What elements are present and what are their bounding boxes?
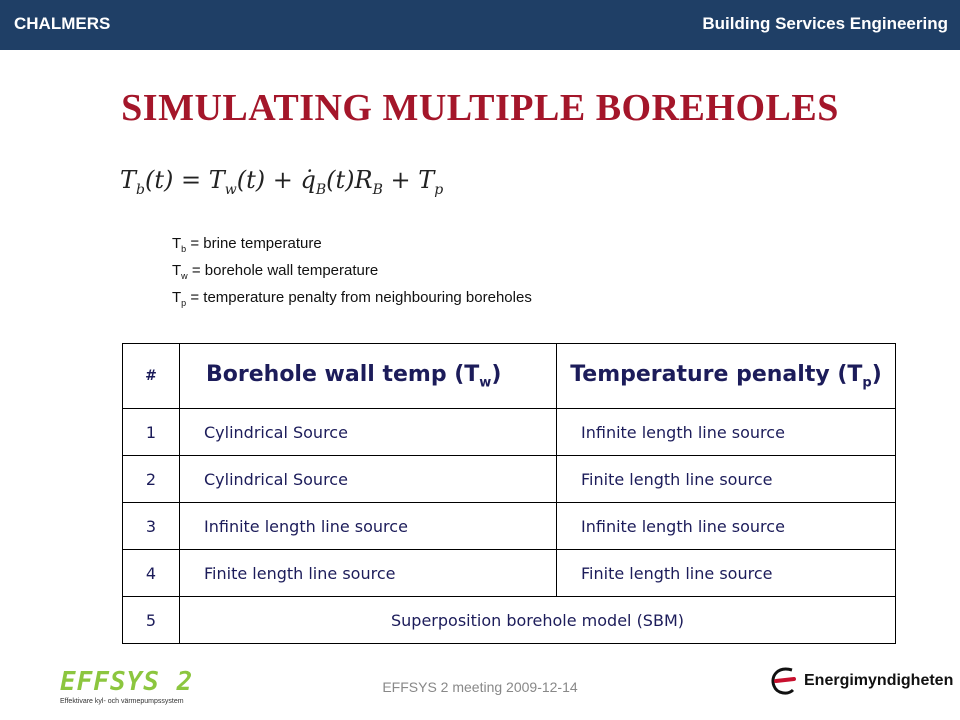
row-num: 3	[123, 503, 180, 550]
slide-title: SIMULATING MULTIPLE BOREHOLES	[121, 87, 839, 129]
department-label: Building Services Engineering	[702, 14, 948, 33]
definition-item: $T_b$ = brine temperature	[172, 235, 322, 254]
table-header-row	[123, 344, 896, 409]
definition-item: $T_p$ = temperature penalty from neighbouring boreholes	[172, 289, 532, 308]
row-wall-temp: Cylindrical Source	[180, 456, 557, 503]
row-wall-temp: Infinite length line source	[180, 503, 557, 550]
equation: $T_b(t) = T_w(t)$ + $q̇_B(t)R_B + T_p$	[120, 166, 444, 198]
definitions-list	[172, 233, 532, 314]
header-num: #	[123, 344, 180, 409]
row-num: 2	[123, 456, 180, 503]
row-num: 5	[123, 597, 180, 644]
row-penalty: Finite length line source	[557, 550, 896, 597]
org-label: CHALMERS	[14, 14, 111, 33]
row-num: 4	[123, 550, 180, 597]
table-row	[123, 409, 896, 456]
energimyndigheten-mark-icon	[768, 664, 798, 698]
row-penalty: Infinite length line source	[557, 503, 896, 550]
row-merged: Superposition borehole model (SBM)	[180, 597, 896, 644]
footer-meeting: EFFSYS 2 meeting 2009-12-14	[382, 679, 578, 695]
row-wall-temp: Cylindrical Source	[180, 409, 557, 456]
energimyndigheten-logo-text: Energimyndigheten	[804, 672, 954, 689]
borehole-table	[122, 343, 896, 644]
table-row	[123, 597, 896, 644]
effsys-logo-tagline: Effektivare kyl- och värmepumpssystem	[60, 698, 184, 705]
table-row	[123, 456, 896, 503]
effsys-logo-name: EFFSYS 2	[60, 667, 194, 697]
row-penalty: Finite length line source	[557, 456, 896, 503]
energimyndigheten-logo	[768, 664, 953, 698]
definition-item: $T_w$ = borehole wall temperature	[172, 262, 379, 281]
header-penalty: Temperature penalty $(T_p)$	[557, 344, 896, 409]
header-wall-temp: Borehole wall temp $(T_w)$	[180, 344, 557, 409]
row-wall-temp: Finite length line source	[180, 550, 557, 597]
table-row	[123, 550, 896, 597]
row-num: 1	[123, 409, 180, 456]
row-penalty: Infinite length line source	[557, 409, 896, 456]
table-row	[123, 503, 896, 550]
header-bar	[0, 0, 960, 50]
